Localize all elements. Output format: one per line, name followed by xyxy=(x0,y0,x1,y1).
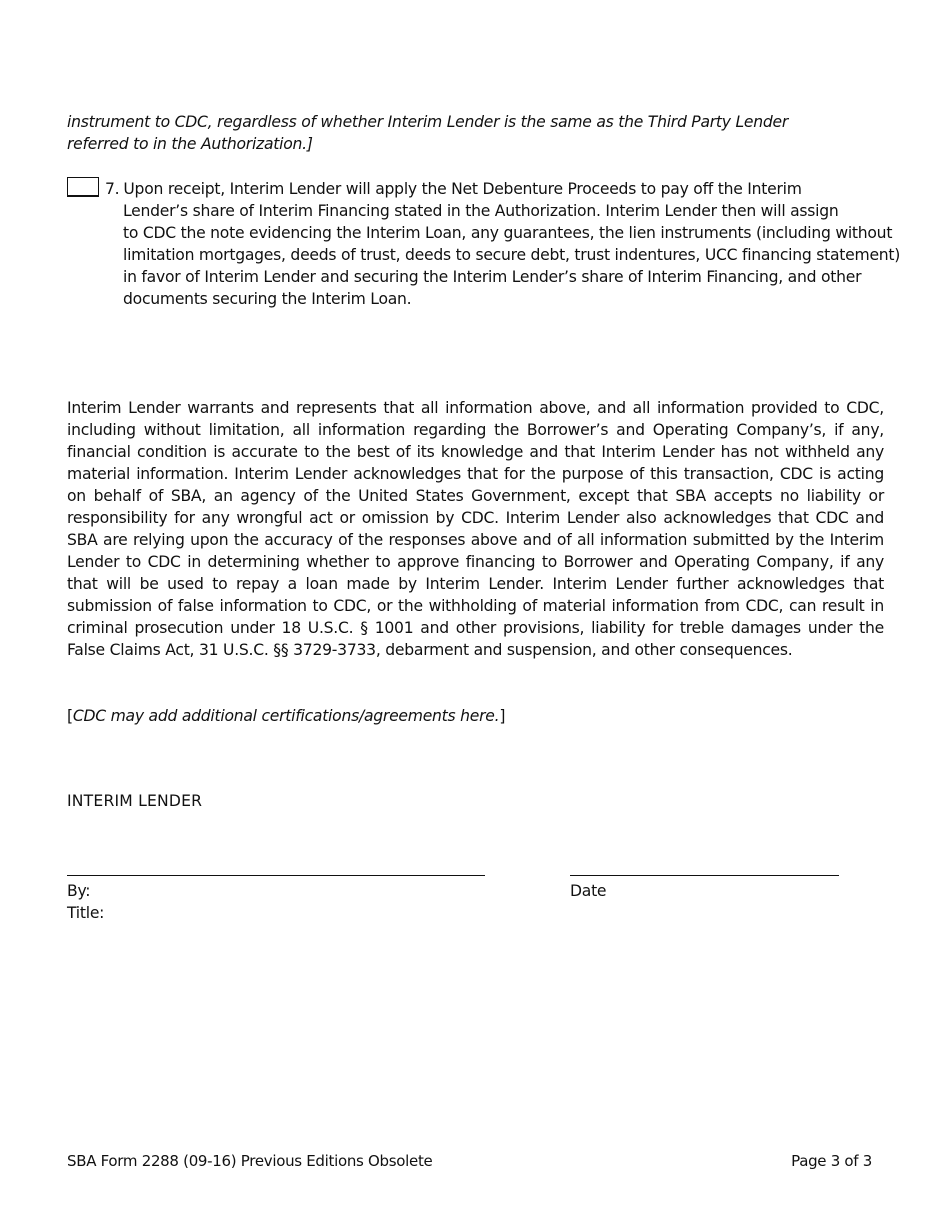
intro-line: referred to in the Authorization.] xyxy=(67,135,313,153)
footer-form-id: SBA Form 2288 (09-16) Previous Editions Obsolete xyxy=(67,1152,433,1170)
intro-line: instrument to CDC, regardless of whether Interim Lender is the same as the Third Party Lender xyxy=(67,113,789,131)
item-7-line: Lender’s share of Interim Financing stated in the Authorization. Interim Lender then will assign xyxy=(123,202,839,220)
item-7 xyxy=(67,177,901,310)
warranty-paragraph: Interim Lender warrants and represents that all information above, and all information provided to CDC, including without limitation, all information regarding the Borrower’s and Operating Company’s, if any, financial condition is accurate to the best of its knowledge and that Interim Lender has not withheld any material information. Interim Lender acknowledges that for the purpose of this transaction, CDC is acting on behalf of SBA, an agency of the United States Government, except that SBA accepts no liability or responsibility for any wrongful act or omission by CDC. Interim Lender also acknowledges that CDC and SBA are relying upon the accuracy of the responses above and of all information submitted by the Interim Lender to CDC in determining whether to approve financing to Borrower and Operating Company, if any that will be used to repay a loan made by Interim Lender. Interim Lender further acknowledges that submission of false information to CDC, or the withholding of material information from CDC, can result in criminal prosecution under 18 U.S.C. § 1001 and other provisions, liability for treble damages under the False Claims Act, 31 U.S.C. §§ 3729-3733, debarment and suspension, and other consequences. xyxy=(67,399,884,659)
item-7-line: in favor of Interim Lender and securing the Interim Lender’s share of Interim Financing, and other xyxy=(123,268,862,286)
intro-paragraph xyxy=(67,111,867,155)
item-number: 7. xyxy=(105,180,120,198)
item-7-line: limitation mortgages, deeds of trust, deeds to secure debt, trust indentures, UCC financing statement) xyxy=(123,246,901,264)
by-label: By: xyxy=(67,882,91,900)
title-label: Title: xyxy=(67,904,105,922)
date-label: Date xyxy=(570,882,607,900)
signature-line[interactable] xyxy=(67,875,485,876)
item-7-checkbox[interactable] xyxy=(67,177,99,197)
item-7-first-line: Upon receipt, Interim Lender will apply the Net Debenture Proceeds to pay off the Interim xyxy=(123,180,802,198)
bracket-open: [ xyxy=(67,707,73,725)
additional-certifications-note xyxy=(67,705,505,727)
additional-certifications-text: CDC may add additional certifications/agreements here. xyxy=(72,707,500,725)
date-line[interactable] xyxy=(570,875,839,876)
item-7-line: documents securing the Interim Loan. xyxy=(123,290,412,308)
interim-lender-heading: INTERIM LENDER xyxy=(67,792,203,810)
item-7-line: to CDC the note evidencing the Interim Loan, any guarantees, the lien instruments (including without xyxy=(123,224,893,242)
footer-page-number: Page 3 of 3 xyxy=(791,1152,872,1170)
bracket-close: ] xyxy=(499,707,506,725)
